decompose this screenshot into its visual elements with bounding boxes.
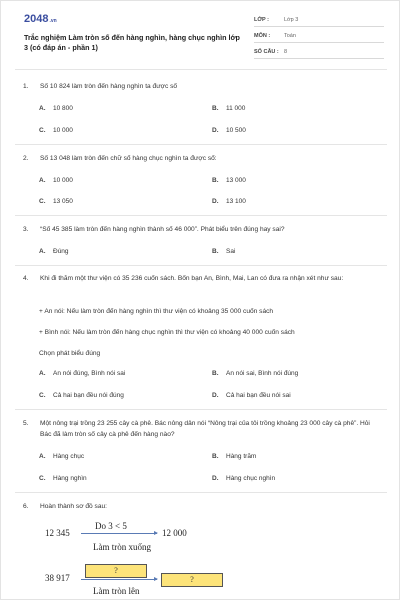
option-b[interactable]: [212, 453, 256, 460]
page-header: [1, 1, 399, 63]
divider: [15, 492, 387, 493]
diagram-row2-below: Làm tròn lên: [93, 586, 140, 596]
option-letter: B.: [212, 370, 219, 377]
question-number: 5.: [23, 420, 29, 427]
option-b[interactable]: [212, 105, 245, 112]
option-letter: B.: [212, 453, 219, 460]
diagram-row1-below: Làm tròn xuống: [93, 542, 151, 552]
meta-subject: [254, 31, 384, 43]
diagram-row2-arrow: [81, 579, 157, 580]
option-text: 11 000: [226, 105, 246, 112]
option-c[interactable]: [39, 127, 73, 134]
option-letter: C.: [39, 127, 46, 134]
option-text: Hàng nghìn: [53, 475, 87, 482]
diagram-row1-to: 12 000: [162, 528, 187, 538]
instruction: Chọn phát biểu đúng: [39, 350, 101, 357]
option-b[interactable]: [212, 370, 298, 377]
option-letter: C.: [39, 475, 46, 482]
meta-value: Lớp 3: [284, 17, 299, 23]
statement-binh: + Bình nói: Nếu làm tròn đến hàng chục nghìn thì thư viện có khoảng 40 000 cuốn sách: [39, 329, 295, 336]
meta-class: [254, 15, 384, 27]
option-a[interactable]: [39, 177, 73, 184]
option-text: Hàng trăm: [226, 453, 257, 460]
question-number: 3.: [23, 226, 29, 233]
option-letter: B.: [212, 105, 219, 112]
option-text: 10 500: [226, 127, 246, 134]
option-text: Cả hai bạn đều nói đúng: [53, 392, 124, 399]
option-letter: D.: [212, 475, 219, 482]
diagram-row1-arrow: [81, 533, 157, 534]
option-b[interactable]: [212, 177, 246, 184]
option-text: 10 000: [53, 177, 73, 184]
diagram-row1-above: Do 3 < 5: [95, 521, 127, 531]
option-letter: B.: [212, 177, 219, 184]
diagram-row2-box-right[interactable]: ?: [161, 573, 223, 587]
meta-value: Toán: [284, 33, 296, 39]
option-text: 13 100: [226, 198, 246, 205]
meta-key: SỐ CÂU :: [254, 49, 279, 55]
option-letter: A.: [39, 370, 46, 377]
diagram-row2-from: 38 917: [45, 573, 70, 583]
quiz-title: Trắc nghiệm Làm tròn số đến hàng nghìn, hàng chục nghìn lớp 3 (có đáp án - phần 1): [24, 33, 240, 52]
option-text: Hàng chục nghìn: [226, 475, 276, 482]
divider: [15, 265, 387, 266]
statement-an: + An nói: Nếu làm tròn đến hàng nghìn thì thư viện có khoảng 35 000 cuốn sách: [39, 308, 274, 315]
question-text: Số 10 824 làm tròn đến hàng nghìn ta được số: [40, 83, 178, 90]
option-text: Cả hai bạn đều nói sai: [226, 392, 291, 399]
question-text: “Số 45 385 làm tròn đến hàng nghìn thành số 46 000”. Phát biểu trên đúng hay sai?: [40, 226, 285, 233]
option-letter: A.: [39, 248, 46, 255]
option-a[interactable]: [39, 370, 125, 377]
meta-key: MÔN :: [254, 33, 271, 39]
option-d[interactable]: [212, 392, 291, 399]
option-c[interactable]: [39, 198, 73, 205]
option-d[interactable]: [212, 127, 246, 134]
option-text: 13 050: [53, 198, 73, 205]
meta-count: [254, 47, 384, 59]
option-text: An nói sai, Bình nói đúng: [226, 370, 299, 377]
question-number: 1.: [23, 83, 29, 90]
question-text: Số 13 048 làm tròn đến chữ số hàng chục nghìn ta được số:: [40, 155, 217, 162]
divider: [15, 144, 387, 145]
diagram-row2-box-top[interactable]: ?: [85, 564, 147, 578]
meta-key: LỚP :: [254, 17, 269, 23]
option-letter: A.: [39, 453, 46, 460]
option-letter: C.: [39, 198, 46, 205]
option-d[interactable]: [212, 198, 246, 205]
question-number: 4.: [23, 275, 29, 282]
option-a[interactable]: [39, 248, 69, 255]
divider: [15, 409, 387, 410]
option-letter: A.: [39, 177, 46, 184]
option-letter: D.: [212, 127, 219, 134]
option-letter: D.: [212, 392, 219, 399]
meta-value: 8: [284, 49, 288, 55]
option-text: 13 000: [226, 177, 246, 184]
option-letter: B.: [212, 248, 219, 255]
option-d[interactable]: [212, 475, 275, 482]
question-number: 6.: [23, 503, 29, 510]
option-b[interactable]: [212, 248, 235, 255]
option-letter: D.: [212, 198, 219, 205]
logo-tld: .vn: [49, 18, 57, 24]
question-number: 2.: [23, 155, 29, 162]
option-text: An nói đúng, Bình nói sai: [53, 370, 126, 377]
divider: [15, 215, 387, 216]
option-c[interactable]: [39, 392, 124, 399]
diagram-row1-from: 12 345: [45, 528, 70, 538]
divider: [15, 69, 387, 70]
option-text: Đúng: [53, 248, 69, 255]
option-letter: C.: [39, 392, 46, 399]
option-text: Sai: [226, 248, 236, 255]
option-text: 10 800: [53, 105, 73, 112]
question-text: Khi đi thăm một thư viện có 35 236 cuốn sách. Bốn bạn An, Bình, Mai, Lan có đưa ra nhận xét như sau:: [40, 275, 344, 282]
logo-main: 2048: [24, 13, 49, 25]
option-a[interactable]: [39, 453, 84, 460]
option-letter: A.: [39, 105, 46, 112]
site-logo[interactable]: [24, 13, 57, 25]
question-text: Hoàn thành sơ đồ sau:: [40, 503, 108, 510]
question-text: Một nông trại trồng 23 255 cây cà phê. Bác nông dân nói “Nông trại của tôi trồng khoảng 23 000 cây cà phê”. Hỏi Bác đã làm tròn số cây cà phê đến hàng nào?: [40, 420, 370, 438]
option-a[interactable]: [39, 105, 73, 112]
option-text: Hàng chục: [53, 453, 85, 460]
option-text: 10 000: [53, 127, 73, 134]
option-c[interactable]: [39, 475, 87, 482]
